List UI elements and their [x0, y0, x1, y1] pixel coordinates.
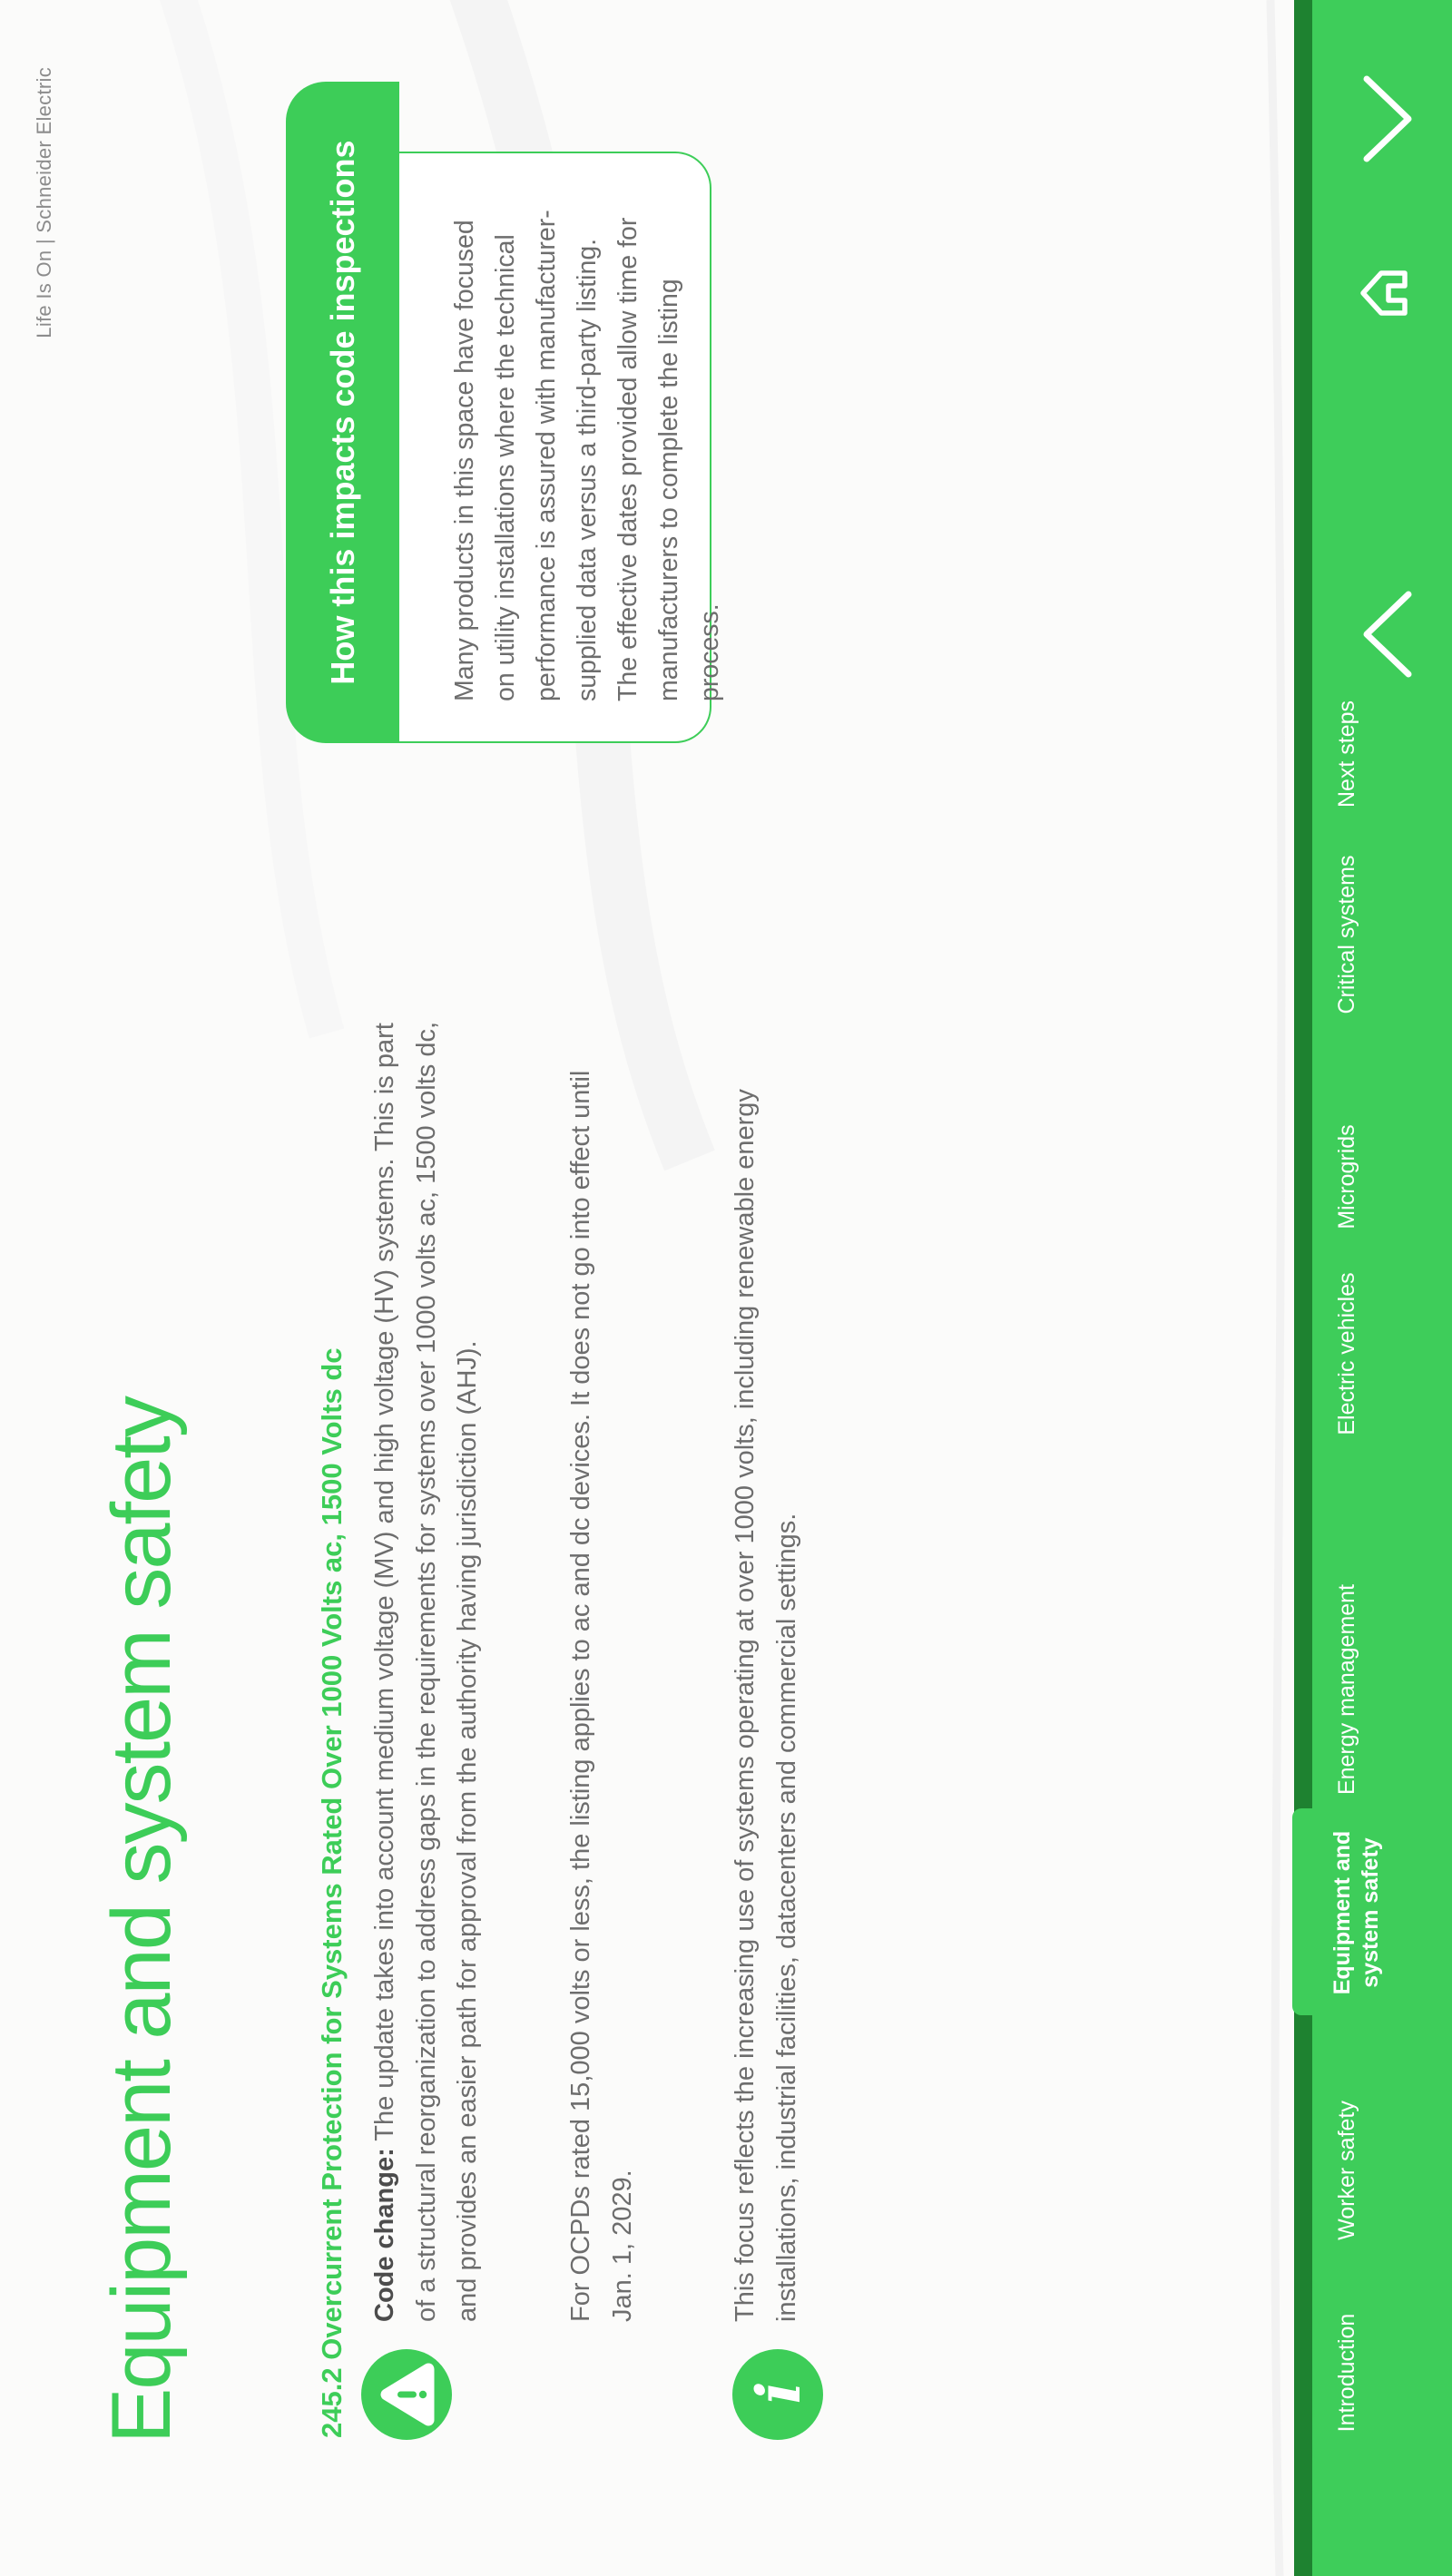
- code-change-lead: Code change:: [370, 2148, 399, 2322]
- callout-line: performance is assured with manufacturer-: [532, 210, 561, 701]
- navbar-top-border: [1294, 0, 1312, 2576]
- code-change-text: The update takes into account medium voltage (MV) and high voltage (HV) systems. This is part of a structural reorganization to address gaps in the requirements for systems over 1000 volts ac, 1500 volts dc, and provides an easier path for approval from the authority having jurisdiction (AHJ).: [370, 1021, 482, 2322]
- tab-next-steps[interactable]: Next steps: [1334, 700, 1359, 808]
- tab-worker-safety[interactable]: Worker safety: [1334, 2101, 1359, 2240]
- callout-header: How this impacts code inspections: [286, 82, 399, 743]
- brand-tagline: Life Is On | Schneider Electric: [33, 67, 55, 338]
- tab-energy-management[interactable]: Energy management: [1334, 1583, 1359, 1796]
- code-change-paragraph-2: For OCPDs rated 15,000 volts or less, the listing applies to ac and dc devices. It does not go into effect until Jan. 1, 2029.: [566, 1070, 637, 2322]
- chevron-down-icon[interactable]: [1359, 73, 1420, 164]
- tab-equipment-system-safety[interactable]: [1329, 1831, 1385, 1995]
- tab-label-line1: Equipment and: [1329, 1830, 1355, 1995]
- callout-body: [399, 152, 724, 743]
- warning-icon: [361, 2349, 452, 2440]
- tab-label-line2: system safety: [1358, 1837, 1383, 1988]
- tab-introduction[interactable]: Introduction: [1334, 2313, 1359, 2433]
- tab-microgrids[interactable]: Microgrids: [1334, 1124, 1359, 1229]
- callout-line: Many products in this space have focused: [450, 220, 479, 701]
- info-icon: [732, 2349, 823, 2440]
- page-title: Equipment and system safety: [95, 1397, 188, 2444]
- home-icon[interactable]: [1341, 250, 1433, 337]
- svg-text:i: i: [743, 2381, 814, 2405]
- tab-electric-vehicles[interactable]: Electric vehicles: [1334, 1272, 1359, 1435]
- callout-line: The effective dates provided allow time for: [613, 217, 643, 701]
- code-change-paragraph: [365, 1015, 489, 2322]
- callout-line: on utility installations where the technical: [491, 234, 520, 701]
- callout-line: supplied data versus a third-party listing.: [573, 238, 602, 701]
- info-paragraph: This focus reflects the increasing use of systems operating at over 1000 volts, including renewable energy installations, industrial facilities, datacenters and commercial settings.: [731, 1089, 801, 2322]
- callout-line: manufacturers to complete the listing process.: [654, 279, 724, 701]
- callout-box: [286, 140, 724, 743]
- section-heading: 245.2 Overcurrent Protection for Systems Rated Over 1000 Volts ac, 1500 Volts dc: [316, 1347, 348, 2438]
- tab-critical-systems[interactable]: Critical systems: [1334, 855, 1359, 1014]
- chevron-up-icon[interactable]: [1359, 589, 1420, 680]
